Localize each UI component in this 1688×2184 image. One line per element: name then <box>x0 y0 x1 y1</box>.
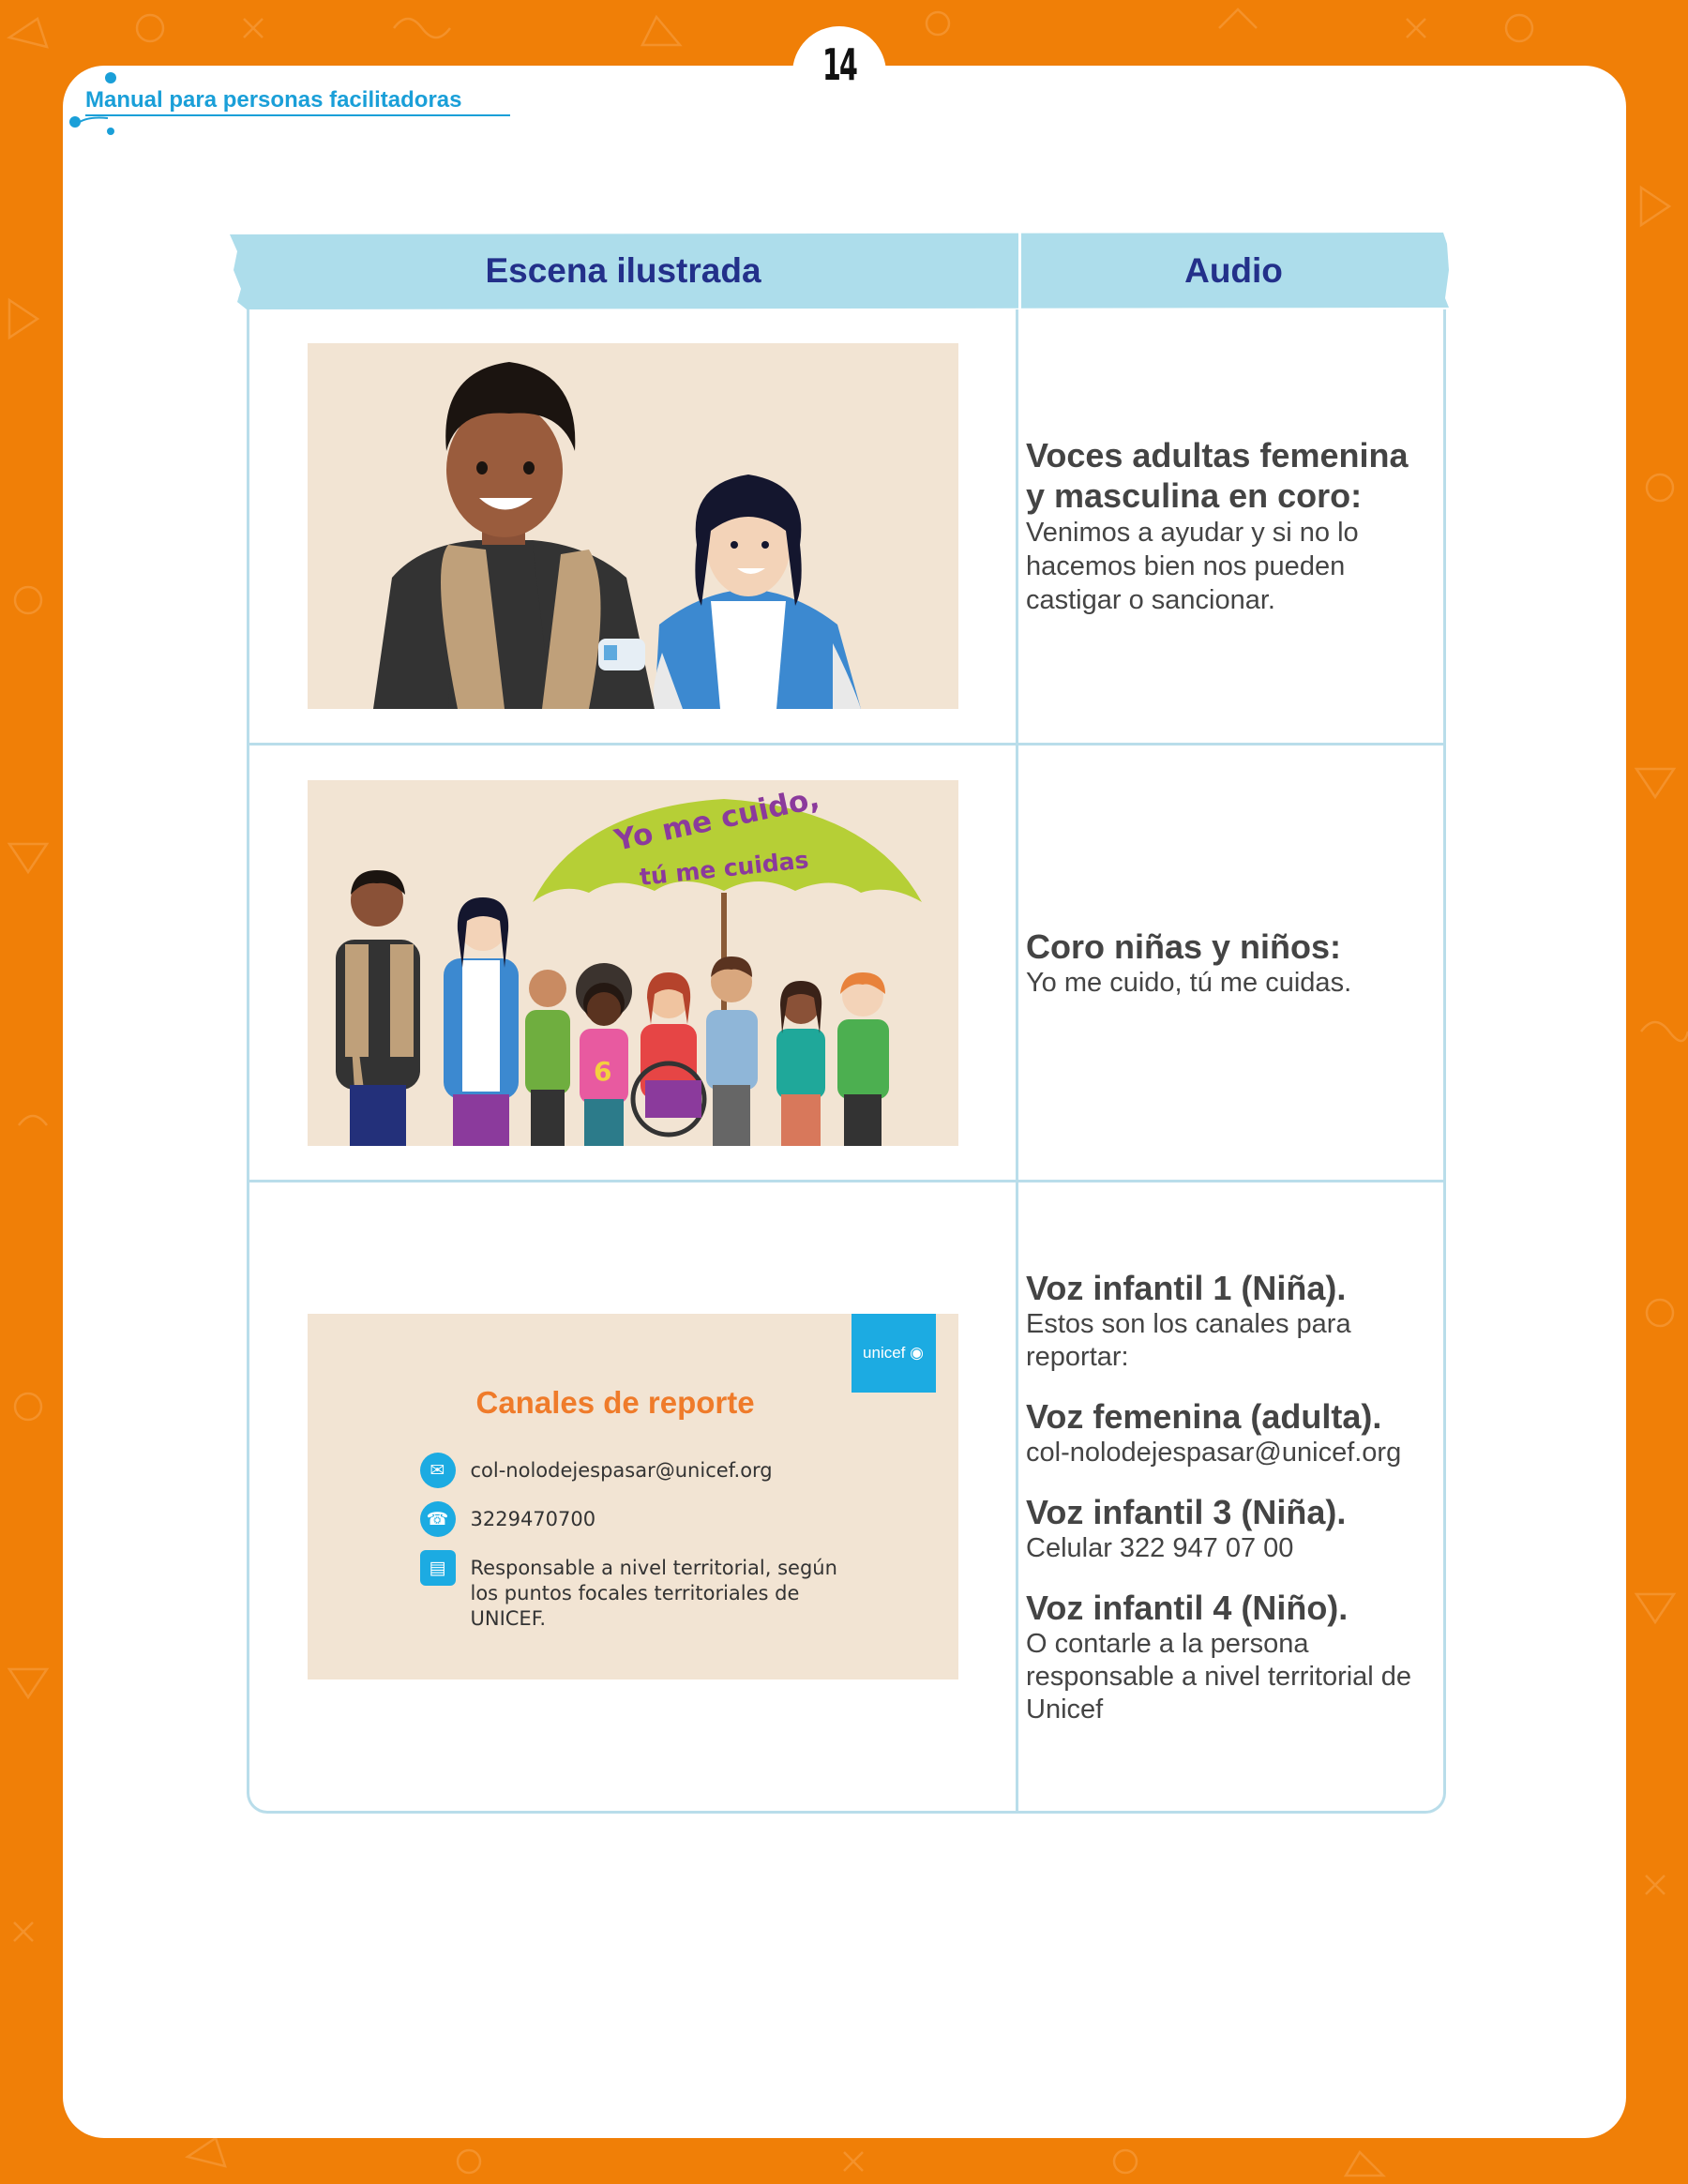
contact-email-line <box>420 1453 773 1488</box>
speaker-label: Voces adultas femenina y masculina en coro: <box>1026 436 1409 515</box>
unicef-logo: unicef ◉ <box>852 1314 936 1393</box>
contact-phone: 3229470700 <box>470 1508 596 1530</box>
scene-cell <box>249 746 1018 1180</box>
audio-cell <box>1018 746 1443 1180</box>
page-number: 14 <box>822 39 856 90</box>
audio-cell <box>1018 309 1443 743</box>
speaker-label: Coro niñas y niños: <box>1026 926 1342 966</box>
card-title: Canales de reporte <box>475 1385 755 1420</box>
column-header-audio: Audio <box>1184 251 1283 290</box>
table-row <box>249 309 1443 746</box>
scene-cell <box>249 309 1018 743</box>
audio-line <box>1026 435 1436 617</box>
audio-line <box>1026 1268 1436 1374</box>
scene-reporting-channels-card <box>308 1314 958 1679</box>
header-title: Manual para personas facilitadoras <box>85 87 462 113</box>
umbrella-text-line1: Yo me cuido, <box>610 780 822 858</box>
scene-group-under-umbrella <box>308 780 958 1146</box>
scene-cell <box>249 1182 1018 1811</box>
speaker-label: Voz infantil 1 (Niña). <box>1026 1268 1347 1307</box>
speaker-label: Voz femenina (adulta). <box>1026 1396 1382 1436</box>
speech-text: Yo me cuido, tú me cuidas. <box>1026 967 1352 998</box>
audio-cell <box>1018 1182 1443 1811</box>
table-row <box>249 746 1443 1182</box>
table-body <box>247 309 1446 1814</box>
scene-adult-facilitators <box>308 343 958 709</box>
contact-territorial: Responsable a nivel territorial, según los puntos focales territoriales de UNICEF. <box>470 1557 837 1630</box>
umbrella-group-illustration <box>308 780 958 1146</box>
id-card-icon: ▤ <box>420 1550 456 1586</box>
unicef-logo-text: unicef <box>863 1344 906 1362</box>
column-header-scene: Escena ilustrada <box>485 251 761 290</box>
speaker-label: Voz infantil 3 (Niña). <box>1026 1492 1347 1531</box>
contact-phone-line <box>420 1501 596 1537</box>
speech-text: Estos son los canales para reportar: <box>1026 1308 1351 1372</box>
speech-text: Venimos a ayudar y si no lo hacemos bien nos pueden castigar o sancionar. <box>1026 518 1359 615</box>
audio-line <box>1026 926 1436 1000</box>
speech-text: Celular 322 947 07 00 <box>1026 1532 1294 1563</box>
facilitators-illustration <box>308 343 958 709</box>
audio-line <box>1026 1588 1436 1726</box>
table-row <box>249 1182 1443 1811</box>
audio-line <box>1026 1396 1436 1469</box>
script-table <box>228 233 1449 1814</box>
speech-text: col-nolodejespasar@unicef.org <box>1026 1437 1402 1468</box>
audio-line <box>1026 1492 1436 1565</box>
phone-icon: ☎ <box>420 1501 456 1537</box>
shirt-number: 6 <box>593 1055 611 1087</box>
contact-territorial-line <box>420 1550 870 1632</box>
umbrella-text-line2: tú me cuidas <box>638 845 810 891</box>
speaker-label: Voz infantil 4 (Niño). <box>1026 1588 1349 1627</box>
email-icon: ✉ <box>420 1453 456 1488</box>
speech-text: O contarle a la persona responsable a nivel territorial de Unicef <box>1026 1628 1412 1725</box>
header-underline <box>85 114 510 116</box>
contact-email: col-nolodejespasar@unicef.org <box>470 1459 773 1482</box>
table-header <box>228 233 1449 309</box>
